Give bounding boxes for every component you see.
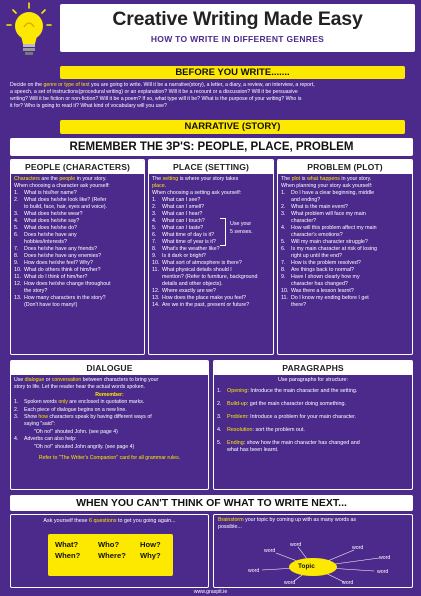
people-item bbox=[14, 239, 141, 246]
item-number: 2. bbox=[281, 204, 286, 210]
item-number: 2. bbox=[14, 197, 19, 203]
place-item bbox=[152, 239, 270, 246]
problem-item bbox=[281, 218, 409, 225]
item-text: mention? (Refer to furniture, background bbox=[162, 274, 258, 280]
item-text: details and other objects). bbox=[162, 281, 223, 287]
header bbox=[60, 4, 415, 52]
item-text: What physical details should I bbox=[162, 267, 232, 273]
item-number bbox=[152, 281, 162, 288]
item-number: 8. bbox=[152, 246, 157, 252]
problem-column: PROBLEM (PLOT) The plot is what happens in your story. When planning your story ask yourself: 1. Do I have a clear beginning, middle and ending? 2. What is the main event? 3. What problem will face my main character? 4. How will this problem affect my main character's emotions? 5. Will my main character struggle? 6. Is my main character at risk of losing right up until the end? 7. How is the problem resolved? 8. Are things back to normal? 9. Have I shown clearly how my character has changed? 10. Was there a lesson learnt? 11. Do I know my ending before I get there? bbox=[277, 159, 413, 355]
item-text: What does he/she do? bbox=[24, 225, 78, 231]
paragraph-step: 4. Resolution: sort the problem out. bbox=[217, 427, 305, 433]
paragraph-step: 5. Ending: show how the main character has changed and what has been learnt. bbox=[217, 440, 360, 453]
word-2: word bbox=[290, 542, 302, 548]
item-text: (Don't have too many!) bbox=[24, 302, 78, 308]
word-6: word bbox=[377, 569, 389, 575]
lightbulb-icon bbox=[0, 0, 64, 64]
people-item bbox=[14, 295, 141, 302]
item-text: character's emotions? bbox=[291, 232, 343, 238]
item-text: What can I touch? bbox=[162, 218, 205, 224]
problem-item bbox=[281, 232, 409, 239]
problem-item bbox=[281, 246, 409, 253]
item-text: How does he/she change throughout bbox=[24, 281, 111, 287]
paragraphs-box: PARAGRAPHS Use paragraphs for structure: 1. Opening: Introduce the main character and the setting. 2. Build-up: get the main character doing something. 3. Problem: Introduce a problem for your main character. 4. Resolution: sort the problem out. 5. Ending: show how the main character has changed and what has been learnt. bbox=[213, 360, 413, 490]
people-item bbox=[14, 232, 141, 239]
problem-item bbox=[281, 288, 409, 295]
item-number bbox=[281, 281, 291, 288]
place-item bbox=[152, 302, 270, 309]
item-number: 13. bbox=[14, 295, 22, 301]
q-how: How? bbox=[140, 540, 161, 549]
item-number: 7. bbox=[152, 239, 157, 245]
item-number bbox=[14, 239, 24, 246]
item-text: What sort of atmosphere is there? bbox=[162, 260, 242, 266]
paragraph-step: 3. Problem: Introduce a problem for your main character. bbox=[217, 414, 357, 420]
item-text: Is it dark or bright? bbox=[162, 253, 206, 259]
q-where: Where? bbox=[98, 551, 126, 560]
word-1: word bbox=[264, 548, 276, 554]
item-number bbox=[14, 302, 24, 309]
before-heading: BEFORE YOU WRITE....... bbox=[60, 66, 405, 79]
item-number: 8. bbox=[281, 267, 286, 273]
item-text: there? bbox=[291, 302, 307, 308]
item-text: Do I have a clear beginning, middle bbox=[291, 190, 375, 196]
problem-item bbox=[281, 225, 409, 232]
place-item bbox=[152, 246, 270, 253]
item-number: 10. bbox=[14, 267, 22, 273]
item-text: right up until the end? bbox=[291, 253, 342, 259]
people-item bbox=[14, 288, 141, 295]
item-text: What's the weather like? bbox=[162, 246, 220, 252]
item-text: to build, face, hair, eyes and voice). bbox=[24, 204, 108, 210]
item-text: What can I see? bbox=[162, 197, 201, 203]
item-number: 13. bbox=[152, 295, 160, 301]
item-number bbox=[281, 253, 291, 260]
problem-item bbox=[281, 274, 409, 281]
item-text: Are we in the past, present or future? bbox=[162, 302, 250, 308]
item-number: 2. bbox=[152, 204, 157, 210]
narrative-heading: NARRATIVE (STORY) bbox=[60, 120, 405, 134]
problem-item bbox=[281, 253, 409, 260]
item-number: 7. bbox=[14, 246, 19, 252]
item-number: 12. bbox=[14, 281, 22, 287]
people-item bbox=[14, 211, 141, 218]
paragraphs-title: PARAGRAPHS bbox=[214, 361, 412, 375]
footer-url: www.graspit.ie bbox=[193, 589, 228, 595]
item-number: 14. bbox=[152, 302, 160, 308]
place-item bbox=[152, 281, 270, 288]
page-subtitle: HOW TO WRITE IN DIFFERENT GENRES bbox=[150, 34, 325, 44]
three-ps-heading: REMEMBER THE 3P'S: PEOPLE, PLACE, PROBLEM bbox=[10, 138, 413, 156]
place-item bbox=[152, 267, 270, 274]
item-number: 10. bbox=[152, 260, 160, 266]
questions-card bbox=[48, 534, 173, 576]
people-item bbox=[14, 190, 141, 197]
people-column: PEOPLE (CHARACTERS) Characters are the people in your story. When choosing a character ask yourself: 1. What is his/her name? 2. What does he/she look like? (Refer to build, face, hair, eyes and voice). 3. What does he/she wear? 4. What does he/she say? 5. What does he/she do? 6. Does he/she have any hobbies/interests? 7. Does he/she have any friends? 8. Does he/she have any enemies? 9. How does he/she feel? Why? 10. What do others think of him/her? 11. What do I think of him/her? 12. How does he/she change throughout the story? 13. How many characters in the story? (Don't have too many!) bbox=[10, 159, 145, 355]
item-number: 11. bbox=[14, 274, 21, 280]
item-number: 11. bbox=[152, 267, 159, 273]
people-item bbox=[14, 260, 141, 267]
problem-item bbox=[281, 302, 409, 309]
senses-bracket bbox=[220, 218, 226, 246]
people-title: PEOPLE (CHARACTERS) bbox=[11, 160, 144, 174]
item-number: 9. bbox=[14, 260, 19, 266]
place-item bbox=[152, 274, 270, 281]
problem-item bbox=[281, 190, 409, 197]
item-text: Will my main character struggle? bbox=[291, 239, 368, 245]
item-number: 4. bbox=[14, 218, 19, 224]
problem-item bbox=[281, 295, 409, 302]
before-text: Decide on the genre or type of text you are going to write. Will it be a narrative(story), a letter, a diary, a review, an interview, a report, a speech, a set of instructions(procedural writing) or an explanation? Will it be a recount or a discussion? Will it be persuasive writing? Will it be fiction or non-fiction? Will it be a poem? If so, what type will it be? What is the purpose of your writing? Who is it for? Who is going to read it? What kind of vocabulary will you use? bbox=[10, 82, 315, 109]
item-text: What does he/she look like? (Refer bbox=[24, 197, 107, 203]
item-text: What problem will face my main bbox=[291, 211, 366, 217]
place-item bbox=[152, 295, 270, 302]
senses-note: Use your 5 senses. bbox=[230, 221, 253, 235]
item-text: What can I taste? bbox=[162, 225, 204, 231]
mind-map bbox=[214, 515, 413, 588]
item-number: 9. bbox=[152, 253, 157, 259]
item-text: character has changed? bbox=[291, 281, 348, 287]
word-4: word bbox=[379, 555, 391, 561]
item-text: Do I know my ending before I get bbox=[291, 295, 369, 301]
questions-box: Ask yourself these 6 questions to get you going again... What? When? Who? Where? How? Why? bbox=[10, 514, 209, 588]
item-text: How many characters in the story? bbox=[24, 295, 106, 301]
item-text: What can I smell? bbox=[162, 204, 205, 210]
item-number: 5. bbox=[14, 225, 19, 231]
place-item bbox=[152, 260, 270, 267]
problem-item bbox=[281, 204, 409, 211]
item-number: 6. bbox=[14, 232, 19, 238]
item-number: 1. bbox=[281, 190, 286, 196]
item-number bbox=[14, 204, 24, 211]
item-number bbox=[281, 302, 291, 309]
place-item bbox=[152, 204, 270, 211]
paragraph-step: 2. Build-up: get the main character doing something. bbox=[217, 401, 346, 407]
people-item bbox=[14, 281, 141, 288]
item-number: 1. bbox=[14, 190, 19, 196]
people-item bbox=[14, 267, 141, 274]
item-number: 3. bbox=[14, 211, 19, 217]
item-text: and ending? bbox=[291, 197, 321, 203]
q-who: Who? bbox=[98, 540, 120, 549]
people-item bbox=[14, 302, 141, 309]
people-item bbox=[14, 253, 141, 260]
item-text: What do others think of him/her? bbox=[24, 267, 101, 273]
item-number: 9. bbox=[281, 274, 286, 280]
problem-item bbox=[281, 281, 409, 288]
item-text: Have I shown clearly how my bbox=[291, 274, 360, 280]
item-number bbox=[281, 218, 291, 225]
item-text: How does he/she feel? Why? bbox=[24, 260, 93, 266]
item-number bbox=[152, 274, 162, 281]
place-item bbox=[152, 197, 270, 204]
item-number: 12. bbox=[152, 288, 160, 294]
q-why: Why? bbox=[140, 551, 161, 560]
problem-title: PROBLEM (PLOT) bbox=[278, 160, 412, 174]
next-heading: WHEN YOU CAN'T THINK OF WHAT TO WRITE NEXT... bbox=[10, 495, 413, 511]
item-text: Where exactly are we? bbox=[162, 288, 216, 294]
place-column: PLACE (SETTING) The setting is where your story takes place. When choosing a setting ask yourself: 1. What can I see? 2. What can I smell? 3. What can I hear? 4. What can I touch? 5. What can I taste? 6. What time of day is it? 7. What time of year is it? 8. What's the weather like? 9. Is it dark or bright? 10. What sort of atmosphere is there? 11. What physical details should I mention? (Refer to furniture, background details and other objects). 12. Where exactly are we? 13. How does the place make you feel? 14. Are we in the past, present or future? bbox=[148, 159, 274, 355]
item-number: 4. bbox=[281, 225, 286, 231]
place-title: PLACE (SETTING) bbox=[149, 160, 273, 174]
brainstorm-box: Brainstorm your topic by coming up with as many words as possible... Topic word word word word word word word word bbox=[213, 514, 413, 588]
problem-item bbox=[281, 197, 409, 204]
item-text: How is the problem resolved? bbox=[291, 260, 361, 266]
item-number: 7. bbox=[281, 260, 286, 266]
item-text: Does he/she have any bbox=[24, 232, 77, 238]
item-text: What time of day is it? bbox=[162, 232, 215, 238]
item-number: 3. bbox=[281, 211, 286, 217]
item-number: 10. bbox=[281, 288, 289, 294]
word-5: word bbox=[248, 568, 260, 574]
problem-item bbox=[281, 267, 409, 274]
paragraph-step: 1. Opening: Introduce the main character and the setting. bbox=[217, 388, 358, 394]
item-number: 8. bbox=[14, 253, 19, 259]
word-3: word bbox=[352, 545, 364, 551]
item-text: character? bbox=[291, 218, 317, 224]
place-item bbox=[152, 288, 270, 295]
item-text: Is my main character at risk of losing bbox=[291, 246, 377, 252]
people-item bbox=[14, 197, 141, 204]
people-item bbox=[14, 218, 141, 225]
problem-item bbox=[281, 260, 409, 267]
people-item bbox=[14, 204, 141, 211]
item-text: Are things back to normal? bbox=[291, 267, 355, 273]
item-number bbox=[281, 197, 291, 204]
item-text: What is the main event? bbox=[291, 204, 348, 210]
item-text: What does he/she wear? bbox=[24, 211, 83, 217]
item-text: What is his/her name? bbox=[24, 190, 77, 196]
item-text: Does he/she have any friends? bbox=[24, 246, 98, 252]
item-number bbox=[281, 232, 291, 239]
item-number: 5. bbox=[281, 239, 286, 245]
word-8: word bbox=[342, 580, 354, 586]
item-number: 4. bbox=[152, 218, 157, 224]
dialogue-title: DIALOGUE bbox=[11, 361, 208, 375]
item-text: How does the place make you feel? bbox=[162, 295, 246, 301]
topic-label: Topic bbox=[298, 563, 315, 570]
dialogue-box: DIALOGUE Use dialogue or conversation between characters to bring your story to life. Let the reader hear the actual words spoken. Remember: 1. Spoken words only are enclosed in quotation marks. 2. Each piece of dialogue begins on a new line. 3. Show how characters speak by having different ways of saying "said": "Oh no!" shouted John. (see page 4) 4. Adverbs can also help: "Oh no!" shouted John angrily. (see page 4) Refer to "The Writer's Companion" card for all grammar rules. bbox=[10, 360, 209, 490]
item-text: What do I think of him/her? bbox=[24, 274, 88, 280]
item-text: Was there a lesson learnt? bbox=[291, 288, 354, 294]
people-item bbox=[14, 225, 141, 232]
problem-item bbox=[281, 211, 409, 218]
place-item bbox=[152, 211, 270, 218]
word-7: word bbox=[284, 580, 296, 586]
item-text: What does he/she say? bbox=[24, 218, 80, 224]
place-item bbox=[152, 253, 270, 260]
item-text: What time of year is it? bbox=[162, 239, 216, 245]
problem-item bbox=[281, 239, 409, 246]
item-text: What can I hear? bbox=[162, 211, 203, 217]
item-number: 11. bbox=[281, 295, 288, 301]
item-text: How will this problem affect my main bbox=[291, 225, 377, 231]
q-what: What? bbox=[55, 540, 79, 549]
item-number: 6. bbox=[152, 232, 157, 238]
page-title: Creative Writing Made Easy bbox=[112, 8, 363, 30]
item-number: 6. bbox=[281, 246, 286, 252]
q-when: When? bbox=[55, 551, 81, 560]
item-number bbox=[14, 288, 24, 295]
item-text: hobbies/interests? bbox=[24, 239, 67, 245]
people-item bbox=[14, 246, 141, 253]
item-number: 3. bbox=[152, 211, 157, 217]
item-text: Does he/she have any enemies? bbox=[24, 253, 102, 259]
item-text: the story? bbox=[24, 288, 48, 294]
item-number: 1. bbox=[152, 197, 157, 203]
people-item bbox=[14, 274, 141, 281]
item-number: 5. bbox=[152, 225, 157, 231]
